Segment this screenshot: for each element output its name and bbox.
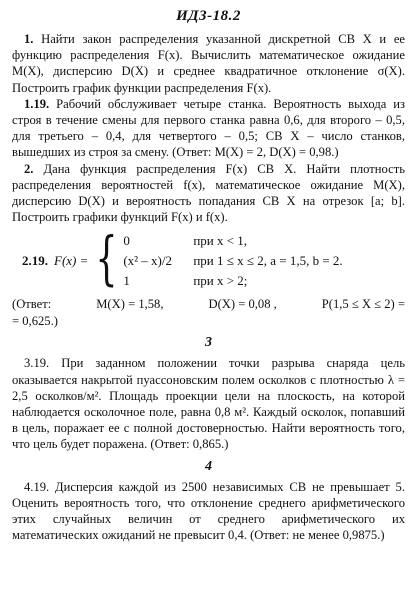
case-3-condition: при x > 2; [193,273,248,289]
answer-dx: D(X) = 0,08 , [208,297,277,312]
case-3-value: 1 [123,273,130,289]
task-2 [12,161,405,226]
case-1-condition: при x < 1, [193,233,248,249]
distribution-function-formula [22,224,405,293]
answer-open: (Ответ: [12,297,52,312]
problem-1-19-text: Рабочий обслуживает четыре станка. Вероятность выхода из строя в течение смены для первого станка равна 0,6, для второго – 0,5, для третьего – 0,4, для четвертого – 0,5; СВ X – число станков, вышедших из строя за смену. (Ответ: M(X) = 2, D(X) = 0,98.) [12,96,405,160]
page-title: ИДЗ-18.2 [176,8,241,24]
problem-1-19 [12,96,405,161]
section-3-number: 3 [205,335,212,351]
case-1-value: 0 [123,233,130,249]
problem-2-19-answer [12,297,405,312]
formula-lhs: F(x) = [54,253,89,269]
task-2-text: Дана функция распределения F(x) СВ X. Найти плотность распределения вероятностей f(x), математическое ожидание M(X), дисперсию D(X) и вероятность попадания СВ X на отрезок [a; b]. Построить графики функций F(x) и f(x). [12,161,405,225]
task-1-text: Найти закон распределения указанной дискретной СВ X и ее функцию распределения F(x). Вычислить математическое ожидание M(X), дисперсию D(X) и среднее квадратичное отклонение σ(X). Построить график функции распределения F(x). [12,32,405,95]
section-4-number: 4 [205,458,212,474]
case-2-value: (x² – x)/2 [123,253,172,269]
task-1-number: 1. [24,32,34,46]
case-2-condition: при 1 ≤ x ≤ 2, a = 1,5, b = 2. [193,253,343,269]
task-1 [12,31,405,96]
answer-end: = 0,625.) [12,314,58,329]
problem-3-19: 3.19. При заданном положении точки разрыва снаряда цель оказывается накрытой пуассоновским полем осколков с плотностью λ = 2,5 осколков/м². Площадь проекции цели на плоскость, на которой наблюдается осколочное поле, равна 0,8 м². Каждый осколок, попавший в цель, поражает ее с полной достоверностью. Найти вероятность того, что цель будет поражена. (Ответ: 0,865.) [12,356,405,452]
answer-mx: M(X) = 1,58, [96,297,164,312]
problem-2-19-number: 2.19. [22,253,48,269]
formula-cases [123,233,342,289]
task-2-number: 2. [24,161,34,176]
answer-p: P(1,5 ≤ X ≤ 2) = [321,297,405,312]
left-brace-icon: { [95,224,118,293]
problem-1-19-number: 1.19. [24,96,50,111]
problem-4-19: 4.19. Дисперсия каждой из 2500 независимых СВ не превышает 5. Оценить вероятность того, что отклонение среднего арифметического этих случайных величин от среднего арифметического их математических ожиданий не превысит 0,4. (Ответ: не менее 0,9875.) [12,479,405,543]
